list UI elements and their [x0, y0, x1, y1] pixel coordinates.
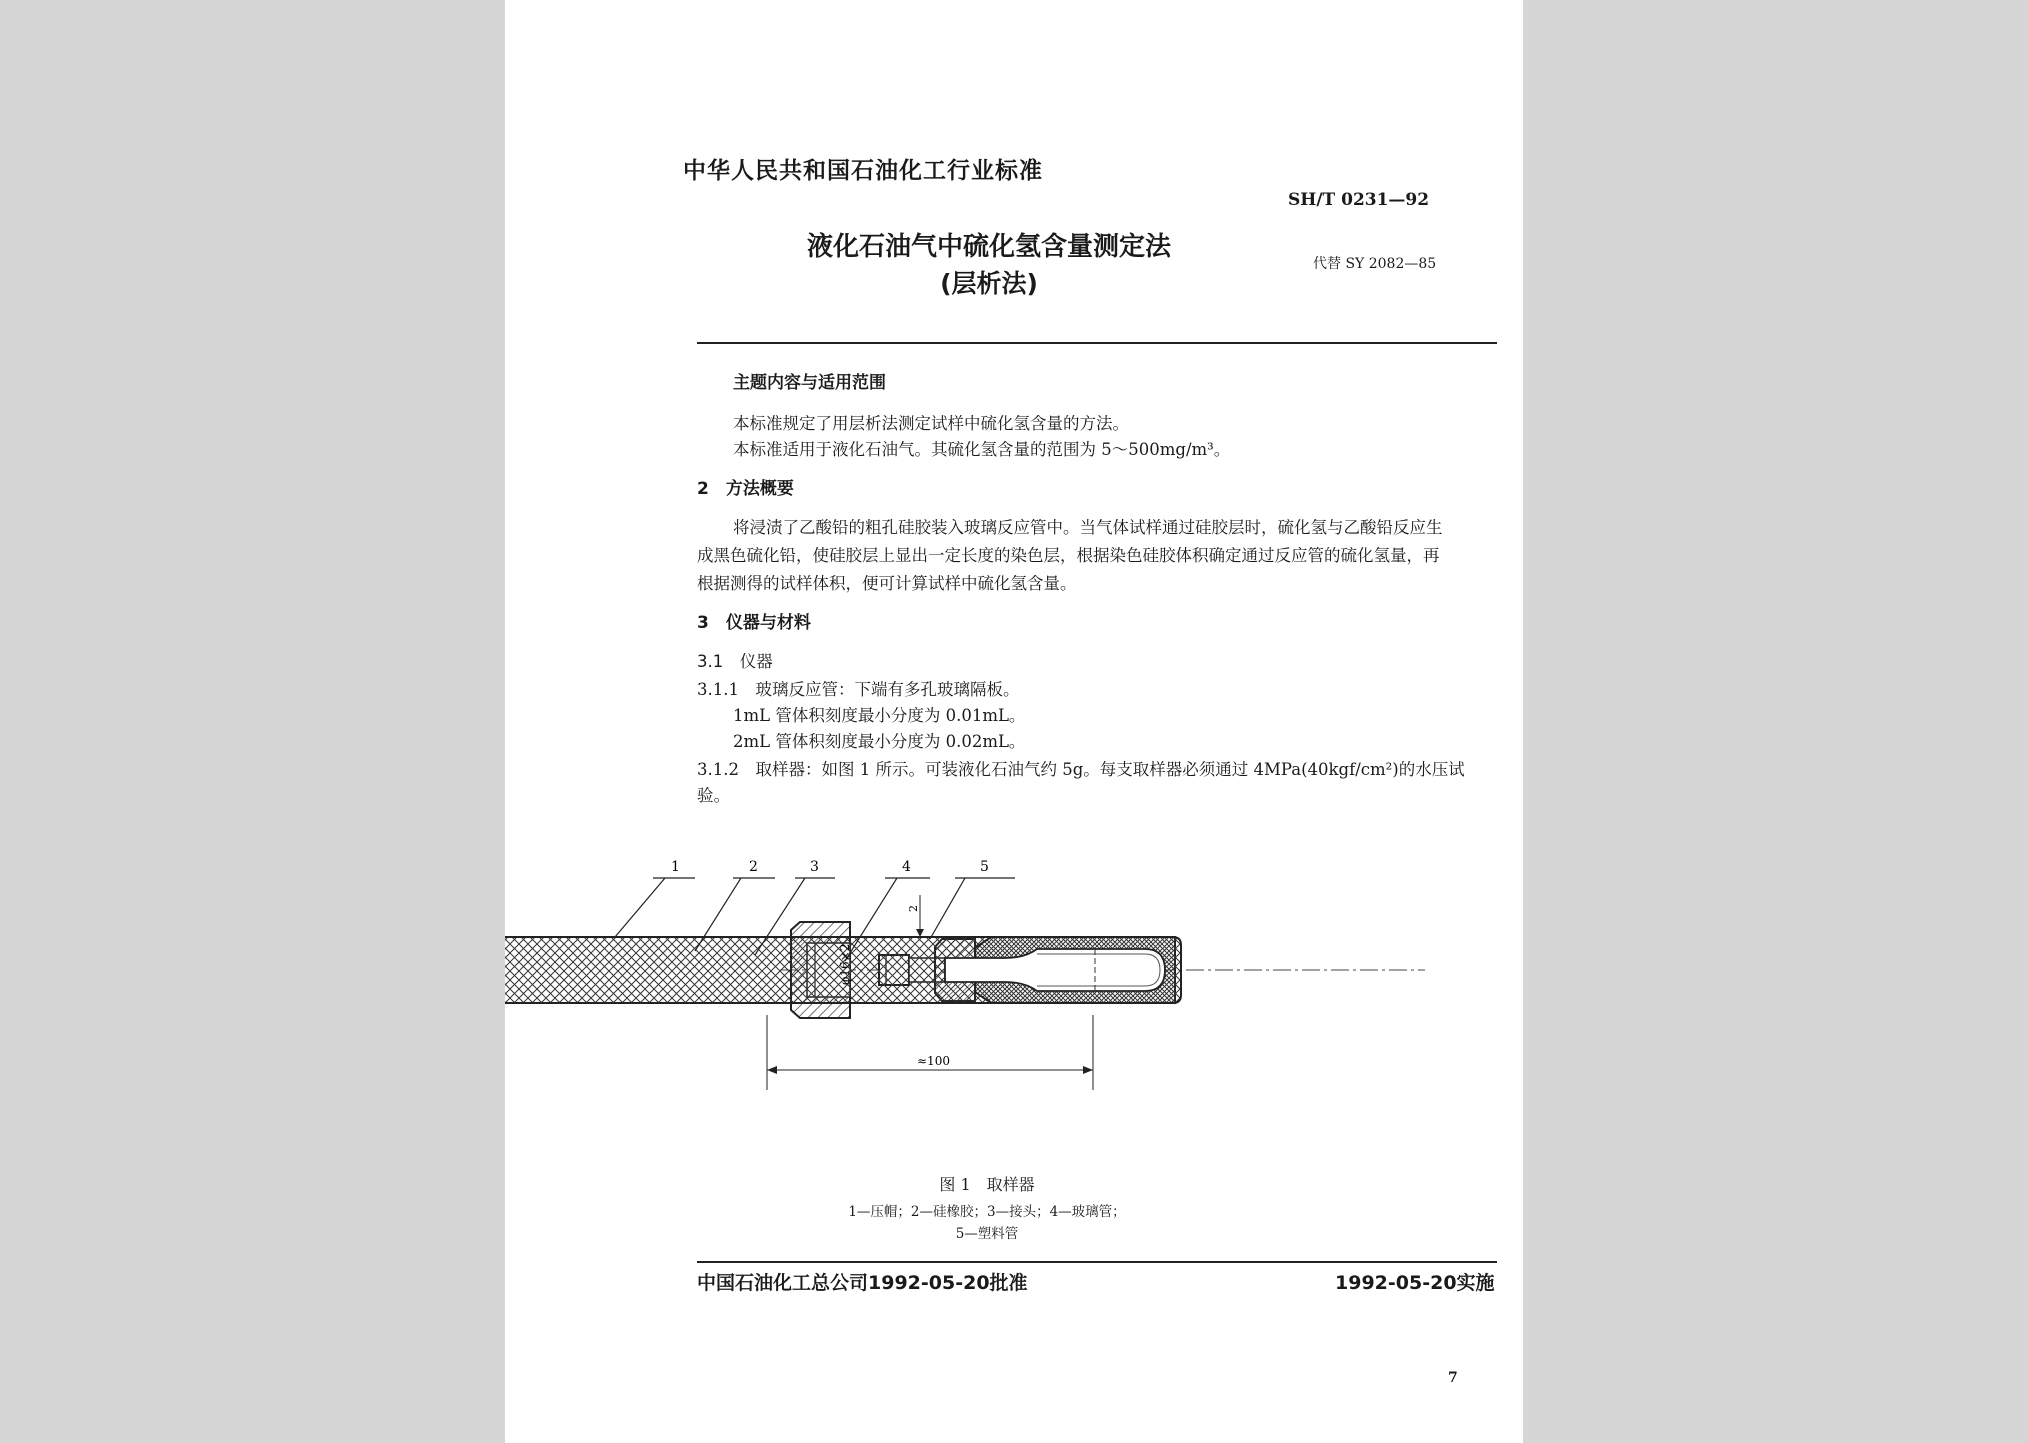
section-1-paragraph-1: 本标准规定了用层析法测定试样中硫化氢含量的方法。 [733, 414, 1129, 433]
section-3-heading: 3 仪器与材料 [697, 613, 811, 633]
figure-legend-line-1: 1—压帽；2—硅橡胶；3—接头；4—玻璃管； [848, 1204, 1126, 1220]
section-2-heading: 2 方法概要 [697, 479, 794, 499]
figure-caption: 图 1 取样器 [939, 1175, 1035, 1194]
label-4: 4 [902, 859, 911, 875]
page-number: 7 [1448, 1370, 1458, 1386]
section-2-line-3: 根据测得的试样体积，便可计算试样中硫化氢含量。 [697, 574, 1077, 593]
diameter-dimension: φ16×2 [838, 943, 852, 985]
figure-legend-line-2: 5—塑料管 [955, 1226, 1019, 1242]
footer-rule [697, 1261, 1497, 1263]
section-3-1-2-line-1: 3.1.2 取样器：如图 1 所示。可装液化石油气约 5g。每支取样器必须通过 4MPa(40kgf/cm²)的水压试 [697, 760, 1465, 779]
label-2: 2 [749, 859, 758, 875]
label-5: 5 [980, 859, 989, 875]
replaces-standard: 代替 SY 2082—85 [1313, 256, 1437, 272]
section-3-1-1: 3.1.1 玻璃反应管：下端有多孔玻璃隔板。 [697, 680, 1020, 699]
approval-line: 中国石油化工总公司1992-05-20批准 [697, 1272, 1028, 1294]
label-1: 1 [671, 859, 680, 875]
industry-standard-heading: 中华人民共和国石油化工行业标准 [683, 158, 1043, 184]
section-2-line-1: 将浸渍了乙酸铅的粗孔硅胶装入玻璃反应管中。当气体试样通过硅胶层时，硫化氢与乙酸铅反应生 [733, 518, 1443, 537]
document-subtitle: (层析法) [940, 269, 1038, 298]
section-2-line-2: 成黑色硫化铅，使硅胶层上显出一定长度的染色层，根据染色硅胶体积确定通过反应管的硫化氢量，再 [697, 546, 1440, 565]
sampler-drawing [505, 845, 1523, 1115]
standard-code: SH/T 0231—92 [1288, 190, 1430, 210]
section-1-paragraph-2: 本标准适用于液化石油气。其硫化氢含量的范围为 5～500mg/m³。 [733, 440, 1231, 459]
section-1-heading: 主题内容与适用范围 [733, 373, 886, 393]
section-3-1: 3.1 仪器 [697, 652, 773, 671]
document-title: 液化石油气中硫化氢含量测定法 [806, 232, 1172, 262]
document-page [505, 0, 1523, 1443]
section-3-1-1-b: 2mL 管体积刻度最小分度为 0.02mL。 [733, 732, 1026, 751]
label-3: 3 [810, 859, 819, 875]
effective-date: 1992-05-20实施 [1335, 1272, 1495, 1294]
wall-dimension: 2 [907, 905, 920, 912]
length-dimension: ≈100 [917, 1054, 950, 1068]
section-3-1-1-a: 1mL 管体积刻度最小分度为 0.01mL。 [733, 706, 1026, 725]
header-rule [697, 342, 1497, 344]
section-3-1-2-line-2: 验。 [697, 786, 730, 805]
